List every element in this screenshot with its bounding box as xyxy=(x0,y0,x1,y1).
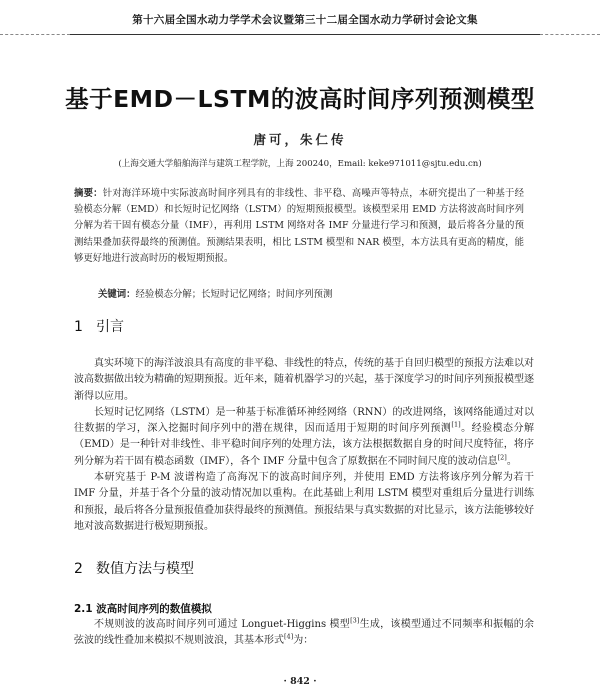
section-1-title: 引言 xyxy=(96,319,124,335)
paper-title: 基于EMD－LSTM的波高时间序列预测模型 xyxy=(65,85,535,113)
intro-p2-text-c: 。 xyxy=(506,455,517,467)
citation-2: [2] xyxy=(497,453,507,462)
abstract xyxy=(74,186,524,267)
header-rule xyxy=(70,34,540,35)
section-2-1-body xyxy=(74,617,534,650)
intro-paragraph-2 xyxy=(74,405,534,470)
paper-authors: 唐可，朱仁传 xyxy=(253,132,347,147)
method-paragraph-1 xyxy=(74,617,534,650)
paper-affiliation: (上海交通大学船舶海洋与建筑工程学院，上海 200240，Email: keke971011@sjtu.edu.cn) xyxy=(118,159,482,169)
header-left-dashes xyxy=(0,34,70,35)
keywords-text: 经验模态分解；长短时记忆网络；时间序列预测 xyxy=(135,289,333,300)
keywords xyxy=(98,287,528,303)
section-2-number: 2 xyxy=(74,561,83,577)
citation-1: [1] xyxy=(451,420,461,429)
intro-p2-text-a: 长短时记忆网络（LSTM）是一种基于标准循环神经网络（RNN）的改进网络，该网络能通过对以往数据的学习，深入挖掘时间序列中的潜在规律，因而适用于短期的时间序列预测 xyxy=(74,406,534,435)
keywords-label: 关键词： xyxy=(98,289,136,300)
citation-4: [4] xyxy=(284,632,294,641)
subsection-2-1-heading xyxy=(74,601,212,616)
section-1-number: 1 xyxy=(74,319,83,335)
section-1-body xyxy=(74,356,534,535)
section-1-heading xyxy=(74,316,124,336)
abstract-text: 针对海洋环境中实际波高时间序列具有的非线性、非平稳、高噪声等特点，本研究提出了一种基于经验模态分解（EMD）和长短时记忆网络（LSTM）的短期预报模型。该模型采用 EMD 方法将波高时间序列分解为若干固有模态分量（IMF），再利用 LSTM 网络对各 IMF 分量进行学习和预测，最后将各分量的预测结果叠加获得最终的预测值。预测结果表明，相比 LSTM 模型和 NAR 模型，本方法具有更高的精度，能够更好地进行波高时历的极短期预报。 xyxy=(74,188,524,264)
method-p1-text-c: 为： xyxy=(293,635,314,647)
intro-paragraph-1: 真实环境下的海洋波浪具有高度的非平稳、非线性的特点，传统的基于自回归模型的预报方法难以对波高数据做出较为精确的短期预报。近年来，随着机器学习的兴起，基于深度学习的时间序列预报模型逐渐得以应用。 xyxy=(74,358,534,402)
section-2-heading xyxy=(74,558,194,578)
subsection-2-1-title: 波高时间序列的数值模拟 xyxy=(96,603,212,615)
section-2-title: 数值方法与模型 xyxy=(96,561,194,577)
intro-paragraph-3: 本研究基于 P-M 波谱构造了高海况下的波高时间序列，并使用 EMD 方法将该序列分解为若干 IMF 分量，并基于各个分量的波动情况加以重构。在此基础上利用 LSTM 模型对重组后分量进行训练和预报，最后将各分量预报值叠加获得最终的预测值。预报结果与真实数据的对比显示，该方法能够较好地对波高数据进行极短期预报。 xyxy=(74,472,534,532)
intro-p2-text-b: 。经验模态分解（EMD）是一种针对非线性、非平稳时间序列的处理方法，该方法根据数据自身的时间尺度特征，将序列分解为若干固有模态函数（IMF），各个 IMF 分量中包含了原数据在不同时间尺度的波动信息 xyxy=(74,423,535,467)
running-header: 第十六届全国水动力学学术会议暨第三十二届全国水动力学研讨会论文集 xyxy=(132,14,478,26)
abstract-label: 摘要： xyxy=(74,188,103,199)
citation-3: [3] xyxy=(350,616,360,625)
subsection-2-1-number: 2.1 xyxy=(74,603,93,615)
method-p1-text-b: 生成，该模型通过不同频率和振幅的余弦波的线性叠加来模拟不规则波浪，其基本形式 xyxy=(74,619,535,647)
page-number: · 842 · xyxy=(283,676,317,687)
header-right-dashes xyxy=(540,34,600,35)
method-p1-text-a: 不规则波的波高时间序列可通过 Longuet-Higgins 模型 xyxy=(94,619,351,630)
